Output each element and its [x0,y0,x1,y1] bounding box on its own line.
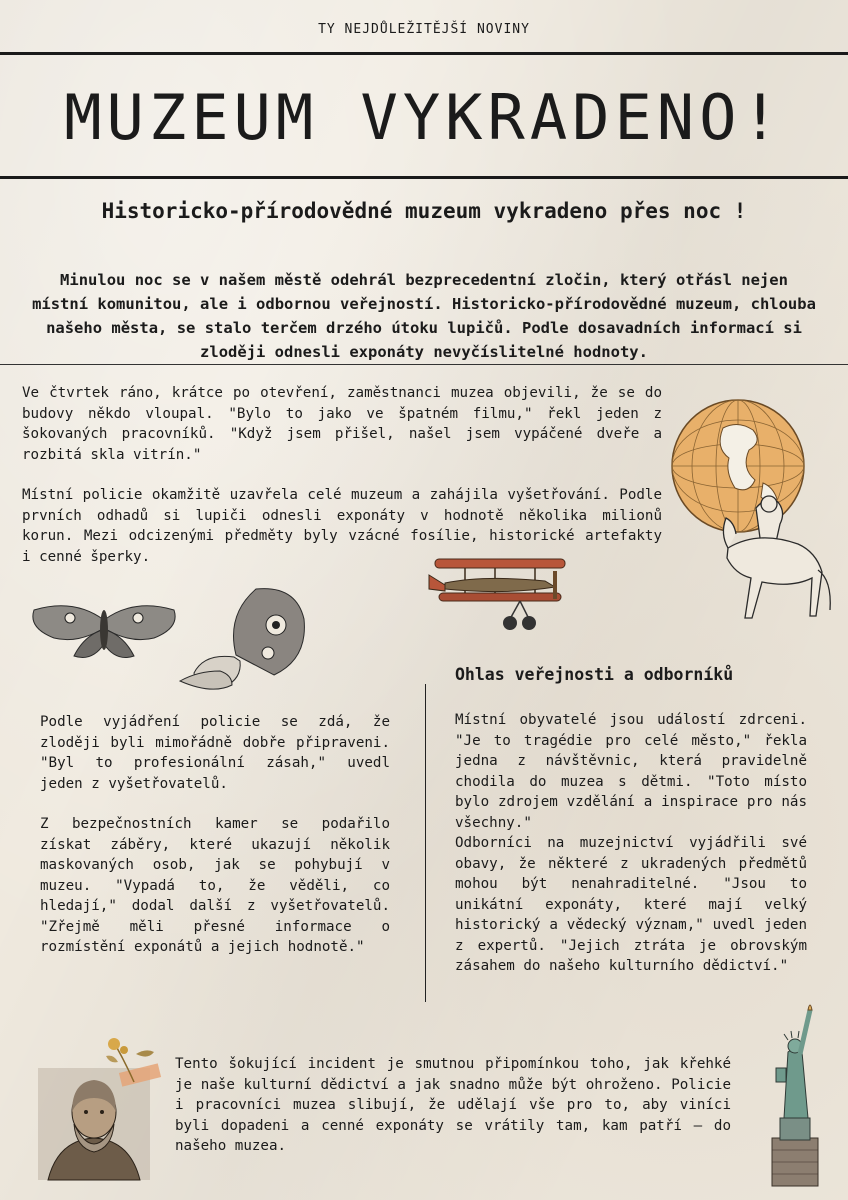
closing-paragraph: Tento šokující incident je smutnou připomínkou toho, jak křehké je naše kulturní dědictví a jak snadno může být ohroženo. Policie i pracovníci muzea slibují, že udělají vše pro to, aby viníci byli dopadeni a cenné exponáty se vrátily tam, kam patří – do našeho muzea. [175,1056,731,1154]
lead-divider [0,364,848,365]
globe-atlas-illustration [668,398,843,638]
masthead-rule [0,176,848,179]
article-paragraph: Místní obyvatelé jsou událostí zdrceni. "Je to tragédie pro celé město," řekla jedna z návštěvnic, která pravidelně chodila do muzea s dětmi. "Toto místo bylo zdrojem vzdělání a inspirace pro nás všechny." [455,712,807,831]
moth-illustration [30,598,178,668]
newspaper-tagline: TY NEJDŮLEŽITĚJŠÍ NOVINY [318,22,530,37]
article-paragraph: Z bezpečnostních kamer se podařilo získat záběry, které ukazují několik maskovaných osob, jak se pohybují v muzeu. "Vypadá to, že věděli, co hledají," dodal další z vyšetřovatelů. "Zřejmě měli přesné informace o rozmístění exponátů a jejich hodnotě." [40,816,390,955]
article-paragraph: Místní policie okamžitě uzavřela celé muzeum a zahájila vyšetřování. Podle prvních odhadů si lupiči odnesli exponáty v hodnotě několika milionů korun. Mezi odcizenými předměty byly vzácné fosílie, historické artefakty i cenné šperky. [22,487,662,565]
biplane-illustration [425,553,570,633]
top-rule [0,52,848,55]
article-paragraph: Podle vyjádření policie se zdá, že zloději byli mimořádně dobře připraveni. "Byl to profesionální zásah," uvedl jeden z vyšetřovatelů. [40,714,390,792]
headline: MUZEUM VYKRADENO! [64,81,784,154]
article-paragraph: Ve čtvrtek ráno, krátce po otevření, zaměstnanci muzea objevili, že se do budovy někdo vloupal. "Bylo to jako ve špatném filmu," řekl jeden z šokovaných pracovníků. "Když jsem přišel, našel jsem vypáčené dveře a rozbitá skla vitrín." [22,385,662,463]
article-intro [22,383,662,567]
article-paragraph: Odborníci na muzejnictví vyjádřili své obavy, že některé z ukradených předmětů mohou být nenahraditelné. "Jsou to unikátní exponáty, které mají velký historický a vědecký význam," uvedl jeden z expertů. "Jejich ztráta je obrovským zásahem do našeho kulturního dědictví." [455,835,807,974]
section-heading: Ohlas veřejnosti a odborníků [455,665,734,684]
subtitle: Historicko-přírodovědné muzeum vykradeno přes noc ! [101,199,747,223]
butterfly-illustration [176,585,306,697]
public-reaction-section [455,710,807,977]
statue-of-liberty-illustration [758,998,830,1188]
lead-paragraph: Minulou noc se v našem městě odehrál bezprecedentní zločin, který otřásl nejen místní komunitou, ale i odbornou veřejností. Historicko-přírodovědné muzeum, chlouba našeho města, se stalo terčem drzého útoku lupičů. Podle dosavadních informací si zloději odnesli exponáty nevyčíslitelné hodnoty. [32,271,816,361]
column-divider [425,684,426,1002]
dried-flower-illustration [102,1036,162,1092]
police-section [40,712,390,958]
